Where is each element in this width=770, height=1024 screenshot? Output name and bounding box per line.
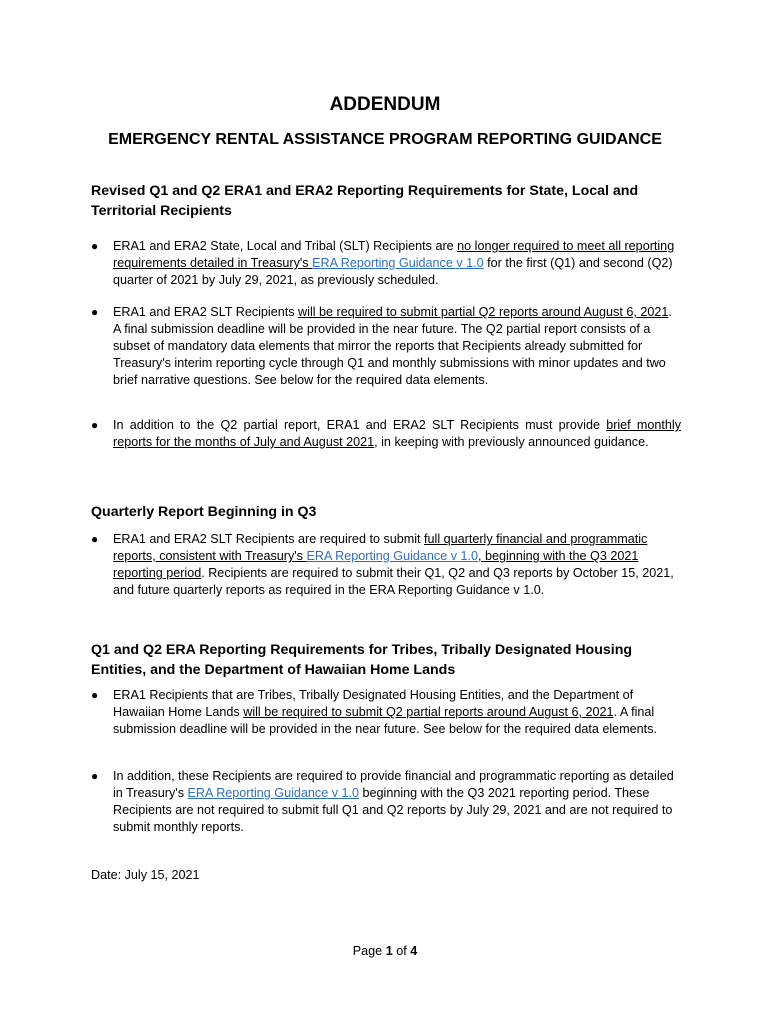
era-guidance-link[interactable]: ERA Reporting Guidance v 1.0 bbox=[306, 549, 479, 563]
bullet-icon: ● bbox=[91, 688, 99, 702]
list-item-text: In addition, these Recipients are required to provide financial and programmatic reporting as detailed in Treasury's ERA Reporting Guidance v 1.0 beginning with the Q3 2021 reporting period. These Recipients are not required to submit full Q1 and Q2 reports by July 29, 2021 and are not required to submit monthly reports. bbox=[113, 769, 674, 834]
page-number: Page 1 of 4 bbox=[352, 944, 418, 958]
bullet-icon: ● bbox=[91, 769, 99, 783]
list-item bbox=[91, 768, 681, 836]
list-item bbox=[91, 687, 681, 738]
era-guidance-link[interactable]: ERA Reporting Guidance v 1.0 bbox=[312, 256, 484, 270]
list-item-text: ERA1 and ERA2 SLT Recipients are required to submit full quarterly financial and programmatic reports, consistent with Treasury's ERA Reporting Guidance v 1.0, beginning with the Q3 2021 reporting period. Recipients are required to submit their Q1, Q2 and Q3 reports by October 15, 2021, and future quarterly reports as required in the ERA Reporting Guidance v 1.0. bbox=[113, 532, 674, 597]
list-item-text: ERA1 and ERA2 SLT Recipients will be required to submit partial Q2 reports around August 6, 2021. A final submission deadline will be provided in the near future. The Q2 partial report consists of a subset of mandatory data elements that mirror the reports that Recipients already submitted for Treasury's interim reporting cycle through Q1 and monthly submissions with minor updates and two brief narrative questions. See below for the required data elements. bbox=[113, 305, 672, 387]
heading-line: Revised Q1 and Q2 ERA1 and ERA2 Reporting Requirements for State, Local and bbox=[91, 183, 639, 199]
list-item-text: ERA1 and ERA2 State, Local and Tribal (SLT) Recipients are no longer required to meet all reporting requirements detailed in Treasury's ERA Reporting Guidance v 1.0 for the first (Q1) and second (Q2) quarter of 2021 by July 29, 2021, as previously scheduled. bbox=[113, 239, 675, 287]
heading-line: Entities, and the Department of Hawaiian Home Lands bbox=[91, 662, 456, 678]
bullet-icon: ● bbox=[91, 532, 99, 546]
page-subtitle: EMERGENCY RENTAL ASSISTANCE PROGRAM REPORTING GUIDANCE bbox=[108, 131, 662, 148]
heading-line: Territorial Recipients bbox=[91, 203, 232, 219]
list-item bbox=[91, 531, 681, 599]
page-title: ADDENDUM bbox=[329, 94, 441, 115]
bullet-icon: ● bbox=[91, 418, 99, 432]
bullet-icon: ● bbox=[91, 305, 99, 319]
era-guidance-link[interactable]: ERA Reporting Guidance v 1.0 bbox=[187, 786, 360, 800]
section-heading-revised-q1-q2 bbox=[91, 181, 691, 221]
list-item bbox=[91, 238, 681, 289]
document-date: Date: July 15, 2021 bbox=[91, 868, 200, 882]
section-heading-tribes bbox=[91, 640, 691, 680]
list-item-text: ERA1 Recipients that are Tribes, Tribally Designated Housing Entities, and the Department of Hawaiian Home Lands will be required to submit Q2 partial reports around August 6, 2021. A final submission deadline will be provided in the near future. See below for the required data elements. bbox=[113, 688, 657, 736]
list-item-text: In addition to the Q2 partial report, ERA1 and ERA2 SLT Recipients must provide brief monthly reports for the months of July and August 2021, in keeping with previously announced guidance. bbox=[113, 418, 681, 449]
list-item bbox=[91, 417, 681, 451]
section-heading-quarterly-report: Quarterly Report Beginning in Q3 bbox=[91, 504, 317, 520]
bullet-icon: ● bbox=[91, 239, 99, 253]
list-item bbox=[91, 304, 681, 389]
heading-line: Q1 and Q2 ERA Reporting Requirements for Tribes, Tribally Designated Housing bbox=[91, 642, 633, 658]
